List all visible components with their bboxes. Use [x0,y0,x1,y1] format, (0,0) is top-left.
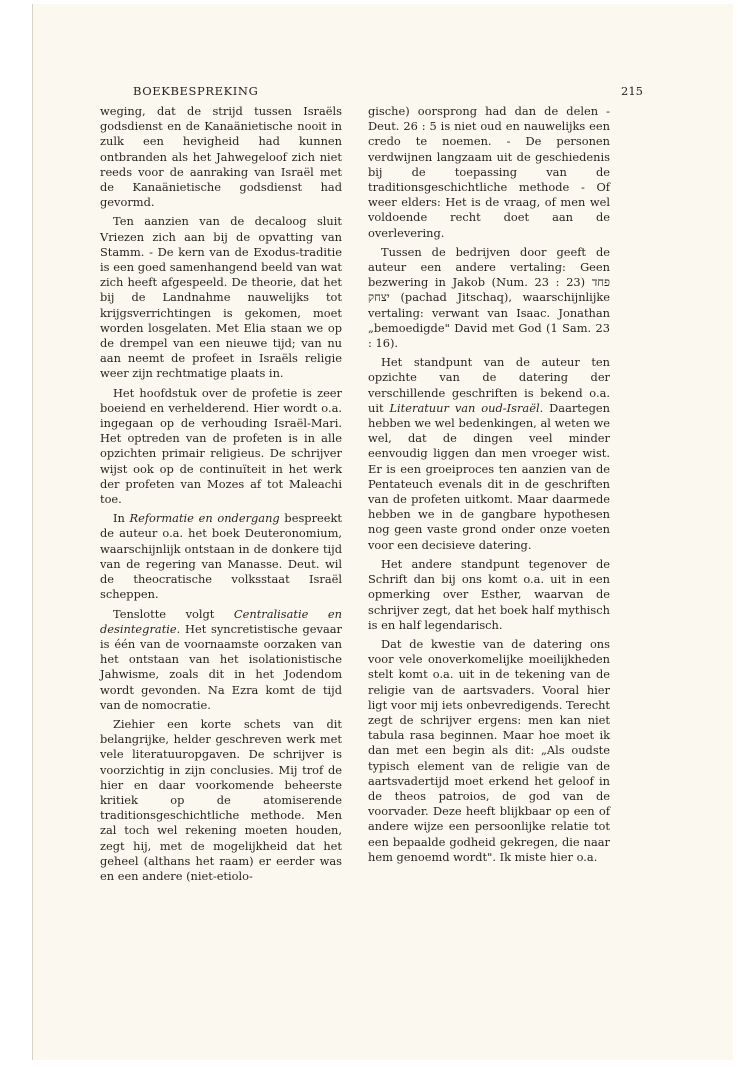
left-column [100,104,342,884]
paragraph: Het hoofdstuk over de profetie is zeer boeiend en verhelderend. Hier wordt o.a. ingegaan op de verhouding Israël-Mari. Het optreden van de profeten is in alle opzichten primair religieus. De schrijver wijst ook op de continuïteit in het werk der profeten van Mozes af tot Maleachi toe. [100,385,342,507]
italic-title: Reformatie en ondergang [129,511,280,526]
paragraph: Dat de kwestie van de datering ons voor vele onoverkomelijke moeilijkheden stelt komt o.a. uit in de tekening van de religie van de aartsvaders. Vooral hier ligt voor mij iets onbevredigends. Terecht zegt de schrijver ergens: men kan niet tabula rasa beginnen. Maar hoe moet ik dan met een begin als dit: „Als oudste typisch element van de religie van de aartsvadertijd moet erkend het geloof in de theos patroios, de god van de voorvader. Deze heeft blijkbaar op een of andere wijze een persoonlijke relatie tot een bepaalde godheid gekregen, die naar hem genoemd wordt". Ik miste hier o.a. [368,636,610,864]
paragraph [100,511,342,602]
paragraph: Ziehier een korte schets van dit belangrijke, helder geschreven werk met vele literatuuropgaven. De schrijver is voorzichtig in zijn conclusies. Mij trof de hier en daar voorkomende beheerste kritiek op de atomiserende traditionsgeschichtliche methode. Men zal toch wel rekening moeten houden, zegt hij, met de mogelijkheid dat het geheel (althans het raam) er eerder was en een andere (niet-etiolo- [100,716,342,883]
italic-title: Centralisatie en desintegratie. [100,606,343,636]
text-run: bespreekt de auteur o.a. het boek Deuteronomium, waarschijnlijk ontstaan in de donkere tijd van de regering van Manasse. Deut. wil de theocratische volksstaat Israël scheppen. [100,511,342,602]
paragraph: Tussen de bedrijven door geeft de auteur een andere vertaling: Geen bezwering in Jakob (Num. 23 : 23) פחד יצחק (pachad Jitschaq), waarschijnlijke vertaling: verwant van Isaac. Jonathan „bemoedigde" David met God (1 Sam. 23 : 16). [368,244,610,351]
header-title: BOEKBESPREKING [133,84,259,98]
running-header [133,84,643,104]
paragraph: gische) oorsprong had dan de delen - Deut. 26 : 5 is niet oud en nauwelijks een credo te noemen. - De personen verdwijnen langzaam uit de geschiedenis bij de toepassing van de traditionsgeschichtliche methode - Of weer elders: Het is de vraag, of men wel voldoende recht doet aan de overlevering. [368,104,610,240]
italic-title: Literatuur van oud-Israël. [389,400,544,415]
paragraph [368,355,610,553]
text-run: Het syncretistische gevaar is één van de voornaamste oorzaken van het ontstaan van het isolationistische Jahwisme, zoals dit in het Jodendom wordt gevonden. Na Ezra komt de tijd van de nomocratie. [100,621,342,712]
text-run: Het standpunt van de auteur ten opzichte van de datering der verschillende geschriften is bekend o.a. uit [368,355,610,415]
right-column [368,104,610,865]
text-run: In [113,511,130,526]
paragraph: Het andere standpunt tegenover de Schrift dan bij ons komt o.a. uit in een opmerking over Esther, waarvan de schrijver zegt, dat het boek half mythisch is en half legendarisch. [368,556,610,632]
paragraph [100,607,342,713]
paragraph: weging, dat de strijd tussen Israëls godsdienst en de Kanaänietische nooit in zulk een hevigheid had kunnen ontbranden als het Jahwegeloof zich niet reeds voor de aanraking van Israël met de Kanaänietische godsdienst had gevormd. [100,104,342,210]
paragraph: Ten aanzien van de decaloog sluit Vriezen zich aan bij de opvatting van Stamm. - De kern van de Exodus-traditie is een goed samenhangend beeld van wat zich heeft afgespeeld. De theorie, dat het bij de Landnahme nauwelijks tot krijgsverrichtingen is gekomen, moet worden losgelaten. Met Elia staan we op de drempel van een nieuwe tijd; van nu aan neemt de profeet in Israëls religie weer zijn rechtmatige plaats in. [100,214,342,381]
text-run: Daartegen hebben we wel bedenkingen, al weten we wel, dat de dingen veel minder eenvoudig liggen dan men vroeger wist. Er is een groeiproces ten aanzien van de Pentateuch evenals dit in de geschriften van de profeten uitkomt. Maar daarmede hebben we in de gangbare hypothesen nog geen vaste grond onder onze voeten voor een decisieve datering. [368,400,610,552]
text-run: Tenslotte volgt [113,606,234,621]
page-number: 215 [621,84,643,98]
